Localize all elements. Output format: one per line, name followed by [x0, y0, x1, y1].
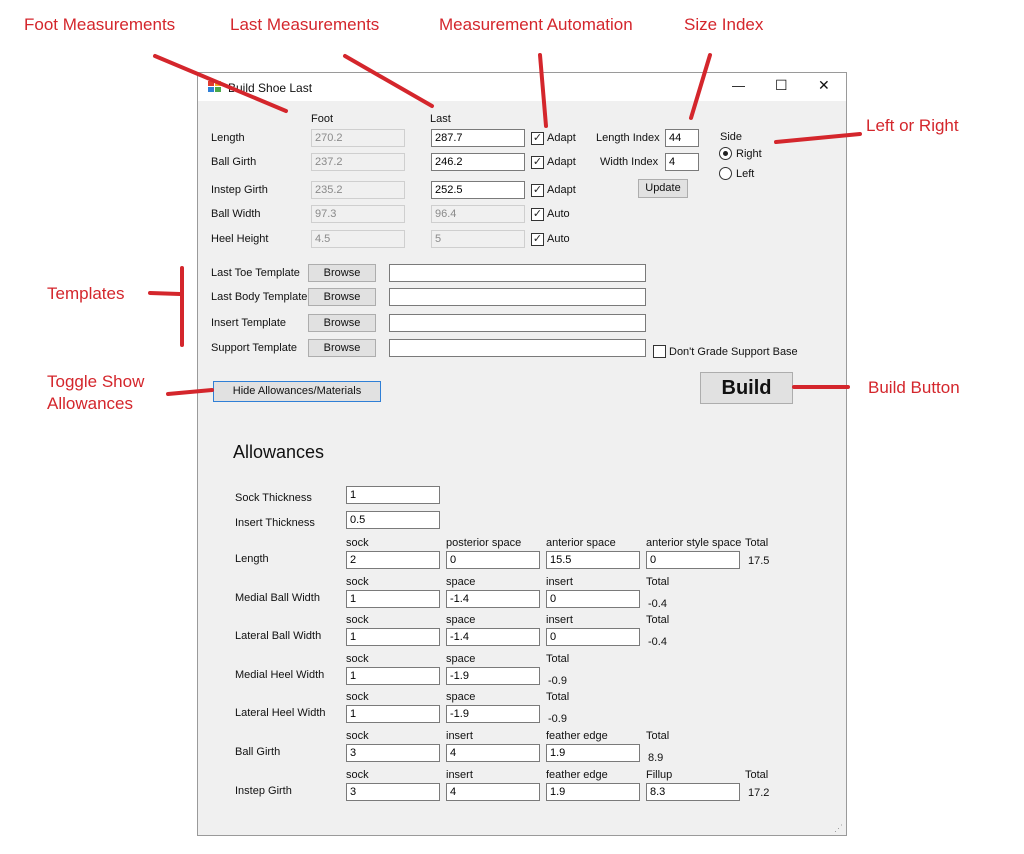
allowance-column-header: feather edge — [546, 768, 608, 781]
foot-column-header: Foot — [311, 113, 334, 125]
allowance-value-input[interactable]: 15.5 — [546, 551, 640, 569]
allowance-total-header: Total — [546, 691, 570, 704]
build-button[interactable]: Build — [700, 372, 793, 404]
foot-value-input: 97.3 — [311, 205, 405, 223]
allowance-value-input[interactable]: -1.9 — [446, 705, 540, 723]
last-value-input[interactable]: 287.7 — [431, 129, 525, 147]
last-value-input: 5 — [431, 230, 525, 248]
last-value-input: 96.4 — [431, 205, 525, 223]
insert-thickness-label: Insert Thickness — [235, 517, 315, 529]
sock-thickness-input[interactable]: 1 — [346, 486, 440, 504]
allowance-row-label: Ball Girth — [235, 746, 281, 758]
insert-thickness-input[interactable]: 0.5 — [346, 511, 440, 529]
last-value-input[interactable]: 252.5 — [431, 181, 525, 199]
minimize-button[interactable]: — — [732, 78, 745, 93]
annotation-left-or-right: Left or Right — [866, 116, 959, 135]
allowance-value-input[interactable]: 1 — [346, 705, 440, 723]
automation-checkbox[interactable]: ✓ — [532, 208, 543, 220]
allowance-column-header: space — [446, 614, 476, 627]
allowance-total-header: Total — [646, 614, 670, 627]
allowance-total-header: Total — [745, 537, 769, 549]
arrow-last — [345, 56, 432, 106]
arrow-size-index — [691, 55, 710, 118]
allowance-column-header: insert — [546, 614, 573, 627]
arrow-automation — [540, 55, 546, 126]
allowance-column-header: sock — [346, 575, 369, 588]
width-index-input[interactable]: 4 — [665, 153, 699, 171]
annotation-last-measurements: Last Measurements — [230, 15, 380, 34]
allowance-value-input[interactable]: 0 — [546, 590, 640, 608]
allowance-row-label: Medial Heel Width — [235, 668, 325, 681]
allowance-column-header: insert — [446, 768, 473, 781]
dont-grade-support-label: Don't Grade Support Base — [669, 346, 798, 358]
allowance-value-input[interactable]: 0 — [446, 551, 540, 569]
length-index-input[interactable]: 44 — [665, 129, 699, 147]
annotation-toggle-line1: Toggle Show — [47, 372, 145, 391]
arrow-toggle — [168, 390, 212, 394]
automation-checkbox[interactable]: ✓ — [532, 184, 543, 196]
allowance-column-header: posterior space — [446, 537, 522, 549]
allowance-column-header: sock — [346, 691, 369, 704]
width-index-label: Width Index — [600, 156, 659, 168]
allowance-value-input[interactable]: 8.3 — [646, 783, 740, 801]
foot-value-input: 237.2 — [311, 153, 405, 171]
window-title: Build Shoe Last — [228, 81, 313, 95]
template-label: Last Body Template — [211, 291, 308, 303]
hide-allowances-button[interactable]: Hide Allowances/Materials — [213, 381, 381, 402]
allowance-column-header: Fillup — [646, 768, 673, 781]
annotation-templates: Templates — [47, 284, 125, 303]
allowance-column-header: space — [446, 575, 476, 588]
allowance-value-input[interactable]: 1.9 — [546, 783, 640, 801]
automation-checkbox[interactable]: ✓ — [532, 132, 543, 144]
annotation-size-index: Size Index — [684, 15, 764, 34]
allowance-column-header: anterior style space — [646, 537, 742, 549]
foot-value-input: 4.5 — [311, 230, 405, 248]
automation-label: Adapt — [547, 132, 576, 144]
last-column-header: Last — [430, 113, 451, 125]
template-label: Last Toe Template — [211, 267, 300, 279]
allowance-value-input[interactable]: 0 — [646, 551, 740, 569]
resize-grip[interactable]: ⋰ — [834, 823, 843, 833]
allowance-value-input[interactable]: 0 — [546, 628, 640, 646]
annotation-build-button: Build Button — [868, 378, 960, 397]
automation-label: Auto — [547, 208, 570, 220]
side-right-label: Right — [736, 148, 762, 160]
allowance-value-input[interactable]: 2 — [346, 551, 440, 569]
allowance-value-input[interactable]: 4 — [446, 744, 540, 762]
allowance-column-header: sock — [346, 768, 369, 781]
last-value-input[interactable]: 246.2 — [431, 153, 525, 171]
allowance-value-input[interactable]: 4 — [446, 783, 540, 801]
allowance-total-header: Total — [646, 730, 670, 742]
template-label: Support Template — [211, 342, 298, 354]
browse-button[interactable]: Browse — [308, 314, 376, 332]
automation-label: Adapt — [547, 184, 576, 196]
measurement-label: Instep Girth — [211, 184, 268, 196]
annotation-foot-measurements: Foot Measurements — [24, 15, 176, 34]
allowance-total-header: Total — [745, 768, 769, 781]
close-button[interactable]: ✕ — [818, 77, 830, 93]
side-label: Side — [720, 131, 743, 143]
allowance-total-value: -0.4 — [648, 636, 667, 649]
annotation-measurement-automation: Measurement Automation — [439, 15, 633, 34]
allowance-column-header: space — [446, 691, 476, 704]
allowance-value-input[interactable]: -1.4 — [446, 628, 540, 646]
allowance-row-label: Lateral Heel Width — [235, 707, 326, 720]
update-button[interactable]: Update — [638, 179, 688, 198]
foot-value-input: 270.2 — [311, 129, 405, 147]
maximize-button[interactable]: ☐ — [775, 77, 788, 93]
allowance-column-header: insert — [446, 730, 473, 742]
measurement-label: Heel Height — [211, 233, 269, 245]
allowance-total-value: -0.4 — [648, 597, 667, 610]
allowance-value-input[interactable]: 1.9 — [546, 744, 640, 762]
automation-checkbox[interactable]: ✓ — [532, 233, 543, 245]
foot-value-input: 235.2 — [311, 181, 405, 199]
browse-button[interactable]: Browse — [308, 288, 376, 306]
measurement-label: Length — [211, 132, 245, 144]
allowance-column-header: sock — [346, 652, 369, 665]
measurement-label: Ball Width — [211, 208, 261, 220]
allowance-value-input[interactable]: -1.4 — [446, 590, 540, 608]
allowance-row-label: Length — [235, 553, 269, 565]
arrow-side — [776, 134, 860, 142]
template-label: Insert Template — [211, 317, 287, 329]
allowance-column-header: sock — [346, 614, 369, 627]
browse-button[interactable]: Browse — [308, 339, 376, 357]
allowance-value-input[interactable]: 3 — [346, 783, 440, 801]
allowance-value-input[interactable]: 1 — [346, 590, 440, 608]
allowance-column-header: space — [446, 652, 476, 665]
allowance-column-header: feather edge — [546, 730, 608, 742]
allowance-total-header: Total — [646, 575, 670, 588]
allowance-value-input[interactable]: 1 — [346, 628, 440, 646]
allowance-total-value: -0.9 — [548, 713, 567, 726]
arrow-foot — [155, 56, 286, 111]
allowance-column-header: sock — [346, 537, 369, 549]
allowance-row-label: Lateral Ball Width — [235, 630, 322, 643]
allowance-row-label: Instep Girth — [235, 784, 292, 797]
allowance-value-input[interactable]: 3 — [346, 744, 440, 762]
allowance-row-label: Medial Ball Width — [235, 591, 320, 604]
arrow-templates — [150, 293, 180, 294]
length-index-label: Length Index — [596, 132, 660, 144]
allowances-heading: Allowances — [233, 442, 325, 462]
allowance-total-value: 17.5 — [748, 555, 770, 567]
browse-button[interactable]: Browse — [308, 264, 376, 282]
annotation-toggle-line2: Allowances — [47, 394, 133, 413]
allowance-value-input[interactable]: -1.9 — [446, 667, 540, 685]
allowance-value-input[interactable]: 1 — [346, 667, 440, 685]
side-left-label: Left — [736, 168, 755, 180]
allowance-column-header: anterior space — [546, 537, 616, 549]
automation-label: Adapt — [547, 156, 576, 168]
automation-checkbox[interactable]: ✓ — [532, 156, 543, 168]
allowance-total-value: -0.9 — [548, 674, 567, 687]
allowance-total-value: 17.2 — [748, 786, 770, 799]
measurement-label: Ball Girth — [211, 156, 257, 168]
automation-label: Auto — [547, 233, 570, 245]
sock-thickness-label: Sock Thickness — [235, 492, 312, 504]
allowance-column-header: sock — [346, 730, 369, 742]
allowance-column-header: insert — [546, 575, 573, 588]
allowance-total-value: 8.9 — [648, 752, 664, 764]
allowance-total-header: Total — [546, 652, 570, 665]
